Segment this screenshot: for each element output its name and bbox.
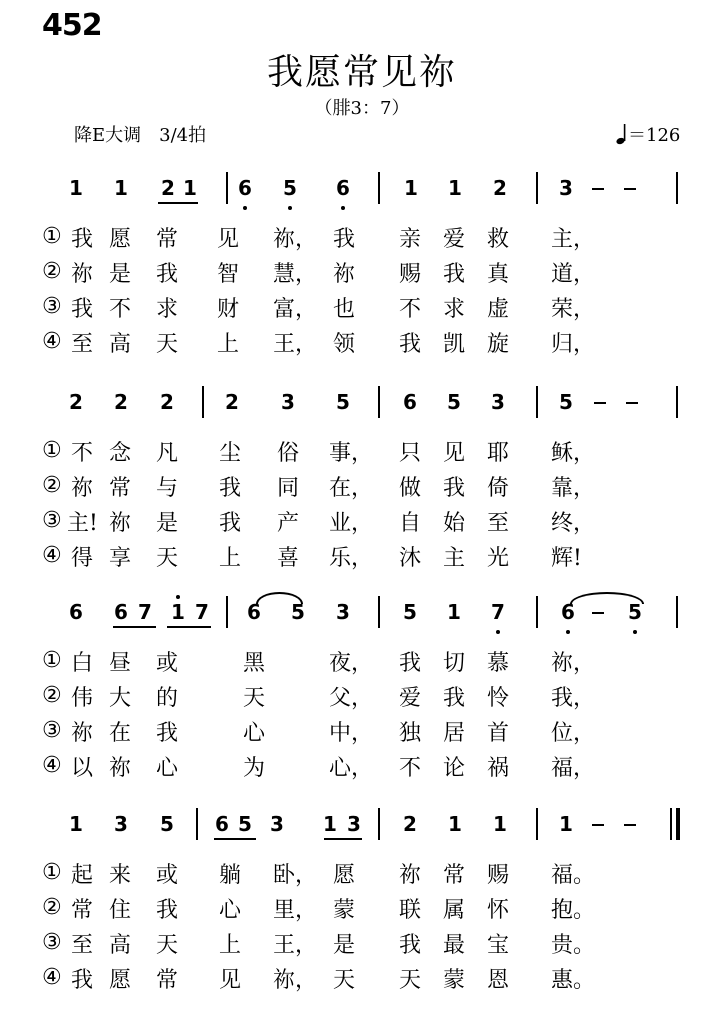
lyric-syllable: 虚 xyxy=(486,297,509,322)
octave-dot-below xyxy=(341,206,345,210)
lyric-syllable: 高 xyxy=(108,933,131,958)
jianpu-note: 5 xyxy=(238,812,252,836)
lyric-syllable: 业， xyxy=(329,511,374,536)
jianpu-note: 2 xyxy=(114,390,128,414)
lyric-syllable: 得 xyxy=(70,546,93,571)
lyric-syllable: 论 xyxy=(442,756,465,781)
jianpu-note: 7 xyxy=(195,600,209,624)
lyric-syllable: 或 xyxy=(155,863,178,888)
extension-dash xyxy=(592,188,604,190)
lyric-syllable: 祢 xyxy=(108,756,131,781)
barline xyxy=(536,172,538,204)
verse-number: ② xyxy=(42,895,62,920)
octave-dot-above xyxy=(176,595,180,599)
jianpu-note: 1 xyxy=(404,176,418,200)
lyric-syllable: 旋 xyxy=(486,332,509,357)
jianpu-note: 1 xyxy=(559,812,573,836)
extension-dash xyxy=(626,402,638,404)
lyric-syllable: 喜 xyxy=(276,546,299,571)
verse-number: ① xyxy=(42,438,62,463)
lyric-syllable: 我 xyxy=(70,968,93,993)
lyric-syllable: 怀 xyxy=(486,898,509,923)
lyric-syllable: 我 xyxy=(70,297,93,322)
lyric-syllable: 归， xyxy=(551,332,596,357)
eighth-note-underline xyxy=(158,202,198,204)
tempo-value: ＝126 xyxy=(628,125,681,146)
lyric-syllable: 愿 xyxy=(108,227,131,252)
octave-dot-below xyxy=(288,206,292,210)
lyric-syllable: 乐， xyxy=(329,546,374,571)
jianpu-note: 1 xyxy=(69,176,83,200)
lyric-syllable: 我 xyxy=(155,262,178,287)
lyric-syllable: 我 xyxy=(398,651,421,676)
lyric-syllable: 祢 xyxy=(108,511,131,536)
lyric-syllable: 蒙 xyxy=(332,898,355,923)
lyric-syllable: 蒙 xyxy=(442,968,465,993)
jianpu-note: 5 xyxy=(403,600,417,624)
jianpu-note: 2 xyxy=(493,176,507,200)
lyric-syllable: 与 xyxy=(155,476,178,501)
lyric-syllable: 福。 xyxy=(551,863,596,888)
lyric-syllable: 上 xyxy=(218,933,241,958)
lyric-syllable: 天 xyxy=(332,968,355,993)
lyric-syllable: 辉! xyxy=(551,546,582,571)
lyric-syllable: 抱。 xyxy=(551,898,596,923)
barline xyxy=(670,808,672,840)
lyric-syllable: 恩 xyxy=(486,968,509,993)
lyric-syllable: 主， xyxy=(551,227,596,252)
lyric-syllable: 赐 xyxy=(486,863,509,888)
jianpu-note: 2 xyxy=(403,812,417,836)
lyric-syllable: 稣， xyxy=(551,441,596,466)
verse-number: ③ xyxy=(42,508,62,533)
lyric-syllable: 不 xyxy=(70,441,93,466)
lyric-syllable: 的 xyxy=(155,686,178,711)
jianpu-note: 1 xyxy=(69,812,83,836)
jianpu-note: 1 xyxy=(493,812,507,836)
lyric-syllable: 白 xyxy=(70,651,93,676)
lyric-syllable: 我 xyxy=(70,227,93,252)
lyric-syllable: 祢 xyxy=(70,721,93,746)
barline xyxy=(536,386,538,418)
lyric-syllable: 只 xyxy=(398,441,421,466)
jianpu-note: 2 xyxy=(161,176,175,200)
lyric-syllable: 荣， xyxy=(551,297,596,322)
lyric-syllable: 至 xyxy=(486,511,509,536)
lyric-syllable: 我 xyxy=(442,262,465,287)
jianpu-note: 2 xyxy=(69,390,83,414)
lyric-syllable: 贵。 xyxy=(551,933,596,958)
lyric-syllable: 是 xyxy=(332,933,355,958)
lyric-syllable: 上 xyxy=(216,332,239,357)
extension-dash xyxy=(592,612,604,614)
lyric-syllable: 夜， xyxy=(329,651,374,676)
lyric-syllable: 智 xyxy=(216,262,239,287)
lyric-syllable: 凡 xyxy=(155,441,178,466)
lyric-syllable: 祢， xyxy=(551,651,596,676)
lyric-syllable: 最 xyxy=(442,933,465,958)
lyric-syllable: 尘 xyxy=(218,441,241,466)
verse-number: ④ xyxy=(42,753,62,778)
lyric-syllable: 心 xyxy=(242,721,265,746)
jianpu-note: 5 xyxy=(628,600,642,624)
lyric-syllable: 在 xyxy=(108,721,131,746)
lyric-syllable: 财 xyxy=(216,297,239,322)
lyric-syllable: 耶 xyxy=(486,441,509,466)
verse-number: ③ xyxy=(42,294,62,319)
quarter-note-icon xyxy=(616,123,628,143)
barline xyxy=(536,596,538,628)
lyric-syllable: 求 xyxy=(442,297,465,322)
jianpu-note: 3 xyxy=(336,600,350,624)
lyric-syllable: 住 xyxy=(108,898,131,923)
lyric-syllable: 昼 xyxy=(108,651,131,676)
lyric-syllable: 天 xyxy=(242,686,265,711)
lyric-syllable: 高 xyxy=(108,332,131,357)
lyric-syllable: 主! xyxy=(67,511,98,536)
lyric-syllable: 爱 xyxy=(398,686,421,711)
lyric-syllable: 祸 xyxy=(486,756,509,781)
barline xyxy=(378,808,380,840)
scripture-reference: （腓3：7） xyxy=(314,98,410,119)
jianpu-note: 6 xyxy=(114,600,128,624)
lyric-syllable: 我 xyxy=(398,332,421,357)
jianpu-note: 1 xyxy=(114,176,128,200)
verse-number: ④ xyxy=(42,543,62,568)
jianpu-note: 6 xyxy=(403,390,417,414)
eighth-note-underline xyxy=(324,838,362,840)
lyric-syllable: 切 xyxy=(442,651,465,676)
lyric-syllable: 心 xyxy=(155,756,178,781)
lyric-syllable: 祢， xyxy=(273,227,318,252)
lyric-syllable: 主 xyxy=(442,546,465,571)
lyric-syllable: 起 xyxy=(70,863,93,888)
jianpu-note: 2 xyxy=(225,390,239,414)
lyric-syllable: 至 xyxy=(70,332,93,357)
jianpu-note: 1 xyxy=(448,812,462,836)
lyric-syllable: 我 xyxy=(218,476,241,501)
tie-slur xyxy=(256,592,303,604)
lyric-syllable: 祢 xyxy=(332,262,355,287)
lyric-syllable: 上 xyxy=(218,546,241,571)
lyric-syllable: 王， xyxy=(273,933,318,958)
jianpu-note: 3 xyxy=(559,176,573,200)
jianpu-note: 6 xyxy=(69,600,83,624)
lyric-syllable: 天 xyxy=(155,332,178,357)
lyric-syllable: 我 xyxy=(442,476,465,501)
lyric-syllable: 居 xyxy=(442,721,465,746)
extension-dash xyxy=(592,824,604,826)
octave-dot-below xyxy=(633,630,637,634)
lyric-syllable: 见 xyxy=(218,968,241,993)
lyric-syllable: 在， xyxy=(329,476,374,501)
barline xyxy=(378,172,380,204)
lyric-syllable: 首 xyxy=(486,721,509,746)
lyric-syllable: 福， xyxy=(551,756,596,781)
lyric-syllable: 大 xyxy=(108,686,131,711)
lyric-syllable: 沐 xyxy=(398,546,421,571)
tie-slur xyxy=(570,592,644,604)
jianpu-note: 5 xyxy=(291,600,305,624)
lyric-syllable: 靠， xyxy=(551,476,596,501)
lyric-syllable: 是 xyxy=(108,262,131,287)
lyric-syllable: 自 xyxy=(398,511,421,536)
hymn-title: 我愿常见祢 xyxy=(266,52,457,93)
lyric-syllable: 我， xyxy=(551,686,596,711)
lyric-syllable: 属 xyxy=(442,898,465,923)
jianpu-note: 7 xyxy=(138,600,152,624)
lyric-syllable: 产 xyxy=(276,511,299,536)
lyric-syllable: 黑 xyxy=(242,651,265,676)
lyric-syllable: 爱 xyxy=(442,227,465,252)
lyric-syllable: 怜 xyxy=(486,686,509,711)
jianpu-note: 6 xyxy=(238,176,252,200)
lyric-syllable: 为 xyxy=(242,756,265,781)
jianpu-note: 6 xyxy=(247,600,261,624)
jianpu-note: 1 xyxy=(171,600,185,624)
lyric-syllable: 是 xyxy=(155,511,178,536)
lyric-syllable: 常 xyxy=(155,227,178,252)
lyric-syllable: 常 xyxy=(442,863,465,888)
lyric-syllable: 躺 xyxy=(218,863,241,888)
lyric-syllable: 祢 xyxy=(398,863,421,888)
lyric-syllable: 终， xyxy=(551,511,596,536)
lyric-syllable: 俗 xyxy=(276,441,299,466)
jianpu-note: 5 xyxy=(160,812,174,836)
hymn-number: 452 xyxy=(42,8,102,43)
lyric-syllable: 祢， xyxy=(273,968,318,993)
eighth-note-underline xyxy=(167,626,211,628)
lyric-syllable: 宝 xyxy=(486,933,509,958)
lyric-syllable: 我 xyxy=(218,511,241,536)
barline xyxy=(676,596,678,628)
jianpu-note: 5 xyxy=(559,390,573,414)
lyric-syllable: 位， xyxy=(551,721,596,746)
lyric-syllable: 常 xyxy=(70,898,93,923)
lyric-syllable: 见 xyxy=(442,441,465,466)
verse-number: ④ xyxy=(42,329,62,354)
eighth-note-underline xyxy=(113,626,156,628)
lyric-syllable: 以 xyxy=(70,756,93,781)
lyric-syllable: 我 xyxy=(155,721,178,746)
extension-dash xyxy=(624,824,636,826)
barline xyxy=(536,808,538,840)
lyric-syllable: 不 xyxy=(108,297,131,322)
lyric-syllable: 常 xyxy=(155,968,178,993)
barline xyxy=(378,386,380,418)
lyric-syllable: 慕 xyxy=(486,651,509,676)
jianpu-note: 3 xyxy=(281,390,295,414)
jianpu-note: 1 xyxy=(323,812,337,836)
tempo-marking xyxy=(616,121,680,147)
verse-number: ① xyxy=(42,648,62,673)
lyric-syllable: 祢 xyxy=(70,262,93,287)
lyric-syllable: 愿 xyxy=(332,863,355,888)
lyric-syllable: 求 xyxy=(155,297,178,322)
octave-dot-below xyxy=(243,206,247,210)
verse-number: ① xyxy=(42,860,62,885)
jianpu-note: 5 xyxy=(283,176,297,200)
final-barline xyxy=(676,808,680,840)
octave-dot-below xyxy=(566,630,570,634)
lyric-syllable: 来 xyxy=(108,863,131,888)
lyric-syllable: 慧， xyxy=(273,262,318,287)
lyric-syllable: 卧， xyxy=(273,863,318,888)
lyric-syllable: 常 xyxy=(108,476,131,501)
lyric-syllable: 里， xyxy=(273,898,318,923)
jianpu-note: 2 xyxy=(160,390,174,414)
eighth-note-underline xyxy=(214,838,256,840)
lyric-syllable: 我 xyxy=(442,686,465,711)
lyric-syllable: 救 xyxy=(486,227,509,252)
lyric-syllable: 倚 xyxy=(486,476,509,501)
lyric-syllable: 至 xyxy=(70,933,93,958)
jianpu-note: 1 xyxy=(447,600,461,624)
jianpu-note: 1 xyxy=(448,176,462,200)
lyric-syllable: 享 xyxy=(108,546,131,571)
jianpu-note: 7 xyxy=(491,600,505,624)
barline xyxy=(196,808,198,840)
octave-dot-below xyxy=(496,630,500,634)
lyric-syllable: 不 xyxy=(398,297,421,322)
barline xyxy=(202,386,204,418)
verse-number: ③ xyxy=(42,718,62,743)
lyric-syllable: 心 xyxy=(218,898,241,923)
lyric-syllable: 我 xyxy=(332,227,355,252)
barline xyxy=(676,386,678,418)
lyric-syllable: 父， xyxy=(329,686,374,711)
lyric-syllable: 我 xyxy=(398,933,421,958)
lyric-syllable: 不 xyxy=(398,756,421,781)
lyric-syllable: 始 xyxy=(442,511,465,536)
lyric-syllable: 愿 xyxy=(108,968,131,993)
verse-number: ② xyxy=(42,683,62,708)
lyric-syllable: 天 xyxy=(155,933,178,958)
jianpu-note: 3 xyxy=(491,390,505,414)
jianpu-note: 3 xyxy=(114,812,128,836)
jianpu-note: 6 xyxy=(561,600,575,624)
jianpu-note: 5 xyxy=(447,390,461,414)
lyric-syllable: 亲 xyxy=(398,227,421,252)
lyric-syllable: 也 xyxy=(332,297,355,322)
lyric-syllable: 王， xyxy=(273,332,318,357)
lyric-syllable: 心， xyxy=(329,756,374,781)
verse-number: ② xyxy=(42,473,62,498)
lyric-syllable: 我 xyxy=(155,898,178,923)
barline xyxy=(676,172,678,204)
lyric-syllable: 念 xyxy=(108,441,131,466)
lyric-syllable: 或 xyxy=(155,651,178,676)
lyric-syllable: 光 xyxy=(486,546,509,571)
lyric-syllable: 凯 xyxy=(442,332,465,357)
barline xyxy=(226,172,228,204)
key-and-time-signature: 降E大调 3/4拍 xyxy=(74,125,207,146)
verse-number: ② xyxy=(42,259,62,284)
lyric-syllable: 事， xyxy=(329,441,374,466)
jianpu-note: 3 xyxy=(347,812,361,836)
lyric-syllable: 赐 xyxy=(398,262,421,287)
lyric-syllable: 做 xyxy=(398,476,421,501)
barline xyxy=(226,596,228,628)
lyric-syllable: 见 xyxy=(216,227,239,252)
jianpu-note: 3 xyxy=(270,812,284,836)
verse-number: ④ xyxy=(42,965,62,990)
lyric-syllable: 天 xyxy=(398,968,421,993)
lyric-syllable: 天 xyxy=(155,546,178,571)
jianpu-note: 5 xyxy=(336,390,350,414)
lyric-syllable: 惠。 xyxy=(551,968,596,993)
lyric-syllable: 富， xyxy=(273,297,318,322)
extension-dash xyxy=(624,188,636,190)
lyric-syllable: 真 xyxy=(486,262,509,287)
jianpu-note: 1 xyxy=(183,176,197,200)
lyric-syllable: 伟 xyxy=(70,686,93,711)
verse-number: ③ xyxy=(42,930,62,955)
extension-dash xyxy=(594,402,606,404)
verse-number: ① xyxy=(42,224,62,249)
lyric-syllable: 道， xyxy=(551,262,596,287)
jianpu-note: 6 xyxy=(215,812,229,836)
lyric-syllable: 中， xyxy=(329,721,374,746)
lyric-syllable: 同 xyxy=(276,476,299,501)
lyric-syllable: 领 xyxy=(332,332,355,357)
lyric-syllable: 独 xyxy=(398,721,421,746)
lyric-syllable: 祢 xyxy=(70,476,93,501)
jianpu-note: 6 xyxy=(336,176,350,200)
lyric-syllable: 联 xyxy=(398,898,421,923)
barline xyxy=(378,596,380,628)
